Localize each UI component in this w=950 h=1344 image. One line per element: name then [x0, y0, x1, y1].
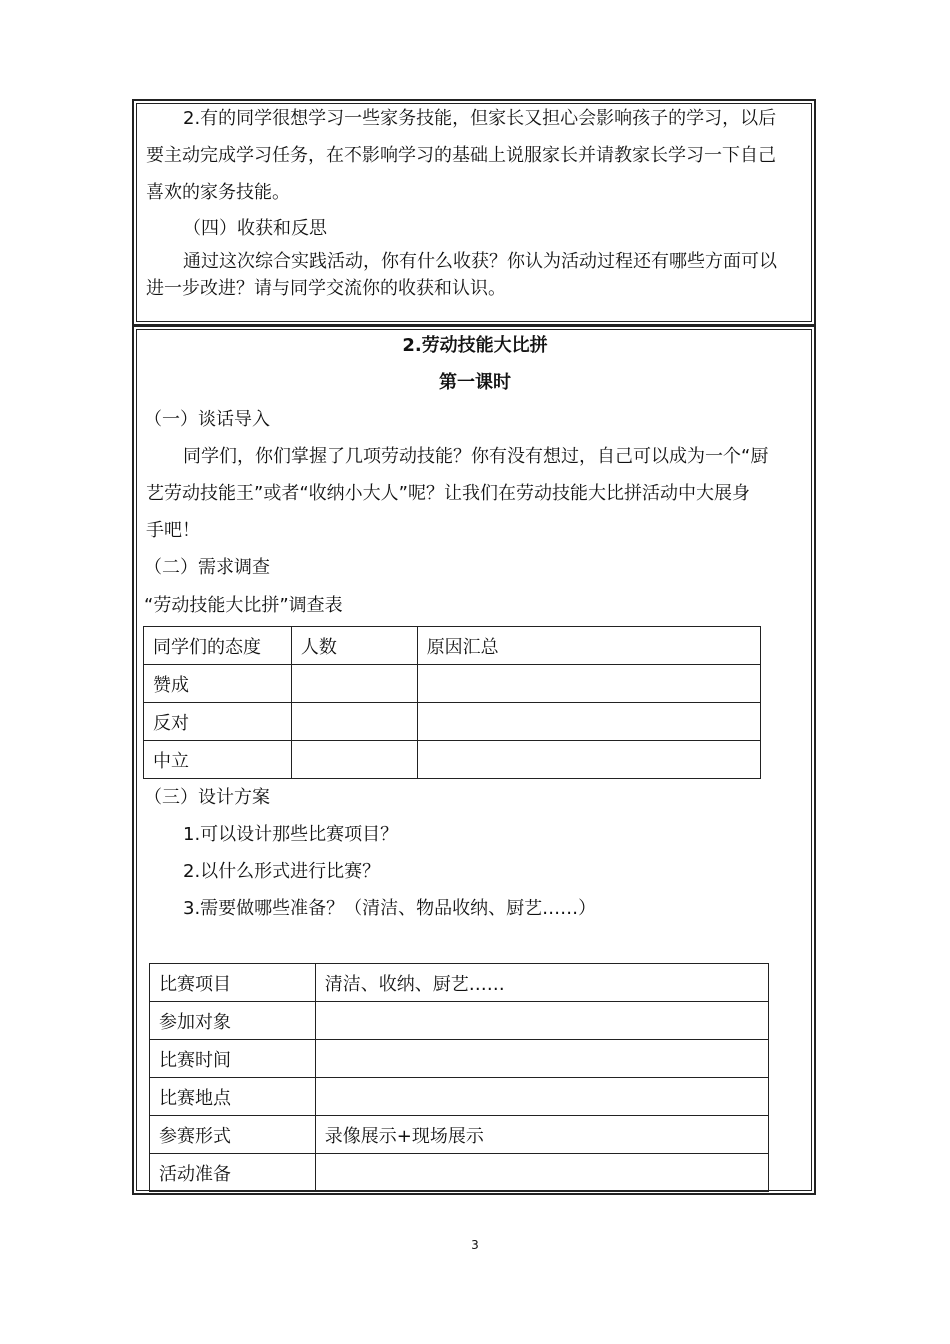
table-row: [150, 1116, 769, 1154]
table-row: [150, 1078, 769, 1116]
plan-value: [315, 1078, 768, 1116]
survey-header-attitude: 同学们的态度: [144, 627, 292, 665]
survey-cell-attitude: 反对: [144, 703, 292, 741]
table-row: [144, 665, 761, 703]
survey-cell-reasons: [417, 665, 760, 703]
plan-value: [315, 1040, 768, 1078]
plan-value: 清洁、收纳、厨艺……: [315, 964, 768, 1002]
table-row: [150, 1040, 769, 1078]
plan-label: 参加对象: [150, 1002, 316, 1040]
intro-line-2: 艺劳动技能王”或者“收纳小大人”呢？让我们在劳动技能大比拼活动中大展身: [146, 483, 750, 504]
survey-header-count: 人数: [291, 627, 417, 665]
survey-header-reasons: 原因汇总: [417, 627, 760, 665]
reflect-line-1: 通过这次综合实践活动，你有什么收获？你认为活动过程还有哪些方面可以: [183, 251, 777, 272]
survey-cell-attitude: 中立: [144, 741, 292, 779]
heading-introduction: （一）谈话导入: [144, 409, 270, 430]
reflect-line-2: 进一步改进？请与同学交流你的收获和认识。: [146, 278, 506, 299]
plan-value: 录像展示+现场展示: [315, 1116, 768, 1154]
para2-line-1: 2.有的同学很想学习一些家务技能，但家长又担心会影响孩子的学习，以后: [183, 108, 777, 129]
survey-cell-reasons: [417, 703, 760, 741]
survey-cell-count: [291, 741, 417, 779]
survey-header-row: [144, 627, 761, 665]
plan-value: [315, 1002, 768, 1040]
plan-label: 活动准备: [150, 1154, 316, 1192]
table-row: [144, 741, 761, 779]
survey-cell-count: [291, 665, 417, 703]
heading-design: （三）设计方案: [144, 787, 270, 808]
plan-table: [149, 963, 769, 1192]
plan-value: [315, 1154, 768, 1192]
page-number: 3: [471, 1238, 479, 1252]
survey-caption: “劳动技能大比拼”调查表: [144, 595, 343, 616]
plan-label: 参赛形式: [150, 1116, 316, 1154]
design-item-1: 1.可以设计那些比赛项目？: [183, 824, 399, 845]
survey-cell-attitude: 赞成: [144, 665, 292, 703]
intro-line-1: 同学们，你们掌握了几项劳动技能？你有没有想过，自己可以成为一个“厨: [183, 446, 769, 467]
survey-table: [143, 626, 761, 779]
lesson-subtitle: 第一课时: [439, 372, 511, 393]
plan-label: 比赛项目: [150, 964, 316, 1002]
table-row: [150, 1002, 769, 1040]
design-item-2: 2.以什么形式进行比赛？: [183, 861, 381, 882]
plan-label: 比赛地点: [150, 1078, 316, 1116]
survey-cell-count: [291, 703, 417, 741]
survey-cell-reasons: [417, 741, 760, 779]
table-row: [144, 703, 761, 741]
para2-line-2: 要主动完成学习任务，在不影响学习的基础上说服家长并请教家长学习一下自己: [146, 145, 776, 166]
para2-line-3: 喜欢的家务技能。: [146, 182, 290, 203]
table-row: [150, 1154, 769, 1192]
table-row: [150, 964, 769, 1002]
plan-label: 比赛时间: [150, 1040, 316, 1078]
heading-reflection: （四）收获和反思: [183, 218, 327, 239]
heading-survey: （二）需求调查: [144, 557, 270, 578]
intro-line-3: 手吧！: [146, 520, 200, 541]
lesson-title: 2.劳动技能大比拼: [402, 335, 548, 356]
design-item-3: 3.需要做哪些准备？（清洁、物品收纳、厨艺……）: [183, 898, 597, 919]
